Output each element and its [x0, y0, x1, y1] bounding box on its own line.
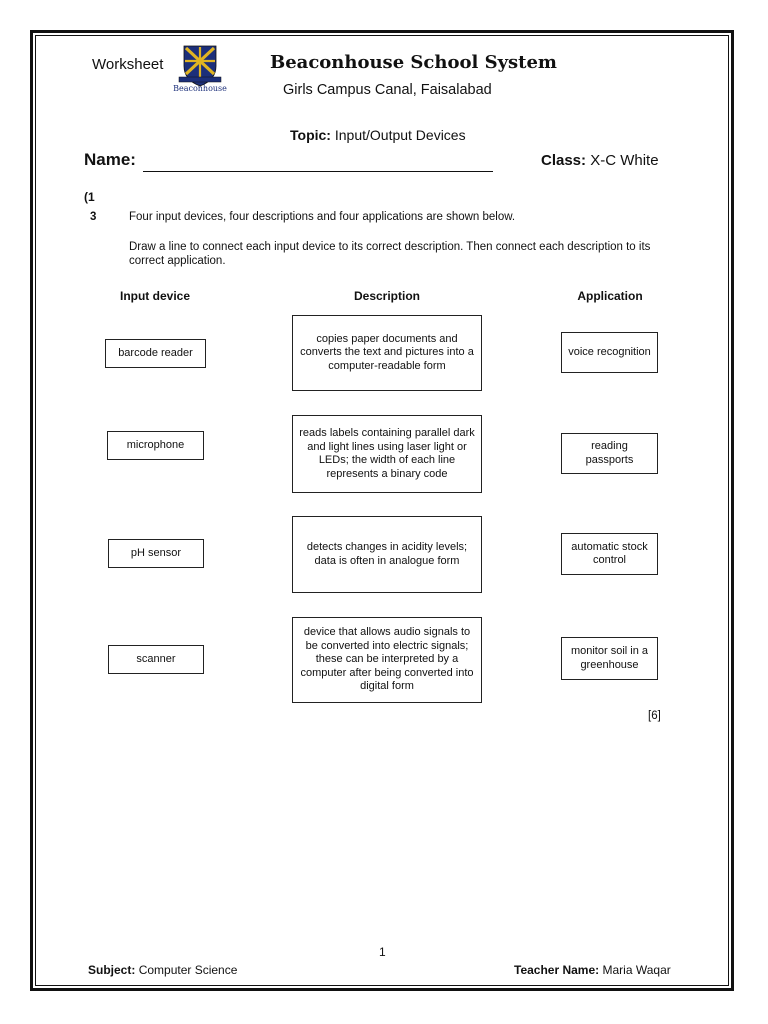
application-box[interactable]: automatic stock control	[561, 533, 658, 575]
question-instruction: Draw a line to connect each input device to its correct description. Then connect each description to its correct application.	[129, 241, 651, 267]
subject-label: Subject:	[88, 963, 136, 977]
application-box[interactable]: monitor soil in a greenhouse	[561, 637, 658, 680]
question-paren: (1	[84, 190, 95, 204]
teacher-line	[514, 963, 671, 977]
page-number: 1	[379, 945, 386, 959]
marks-label: [6]	[648, 710, 661, 722]
subject-line	[88, 963, 237, 977]
subject-value: Computer Science	[138, 963, 238, 977]
topic-line	[290, 127, 466, 143]
class-label: Class:	[541, 152, 587, 169]
description-box[interactable]: detects changes in acidity levels; data is often in analogue form	[292, 516, 482, 593]
page-border-inner	[35, 35, 729, 986]
input-device-box[interactable]: barcode reader	[105, 339, 206, 368]
worksheet-label: Worksheet	[92, 56, 164, 73]
description-box[interactable]: copies paper documents and converts the text and pictures into a computer-readable form	[292, 315, 482, 391]
name-label: Name:	[84, 150, 136, 169]
description-header: Description	[353, 289, 420, 303]
description-box[interactable]: reads labels containing parallel dark and light lines using laser light or LEDs; the width of each line represents a binary code	[292, 415, 482, 493]
question-intro: Four input devices, four descriptions and four applications are shown below.	[129, 211, 516, 223]
input-device-header: Input device	[119, 289, 190, 303]
application-header: Application	[577, 289, 643, 303]
input-device-box[interactable]: pH sensor	[108, 539, 204, 568]
application-box[interactable]: reading passports	[561, 433, 658, 474]
input-device-box[interactable]: microphone	[107, 431, 204, 460]
input-device-box[interactable]: scanner	[108, 645, 204, 674]
school-name: Beaconhouse School System	[270, 52, 557, 73]
class-value: X-C White	[590, 152, 659, 169]
teacher-value: Maria Waqar	[602, 963, 671, 977]
topic-label: Topic:	[290, 127, 331, 143]
campus-name: Girls Campus Canal, Faisalabad	[283, 82, 492, 98]
application-box[interactable]: voice recognition	[561, 332, 658, 373]
description-box[interactable]: device that allows audio signals to be converted into electric signals; these can be interpreted by a computer after being converted into digital form	[292, 617, 482, 703]
name-blank-line	[143, 171, 493, 172]
topic-value: Input/Output Devices	[334, 127, 466, 143]
logo-caption: Beaconhouse	[173, 84, 227, 93]
teacher-label: Teacher Name:	[514, 963, 600, 977]
class-line	[541, 152, 659, 169]
question-number: 3	[90, 211, 97, 223]
